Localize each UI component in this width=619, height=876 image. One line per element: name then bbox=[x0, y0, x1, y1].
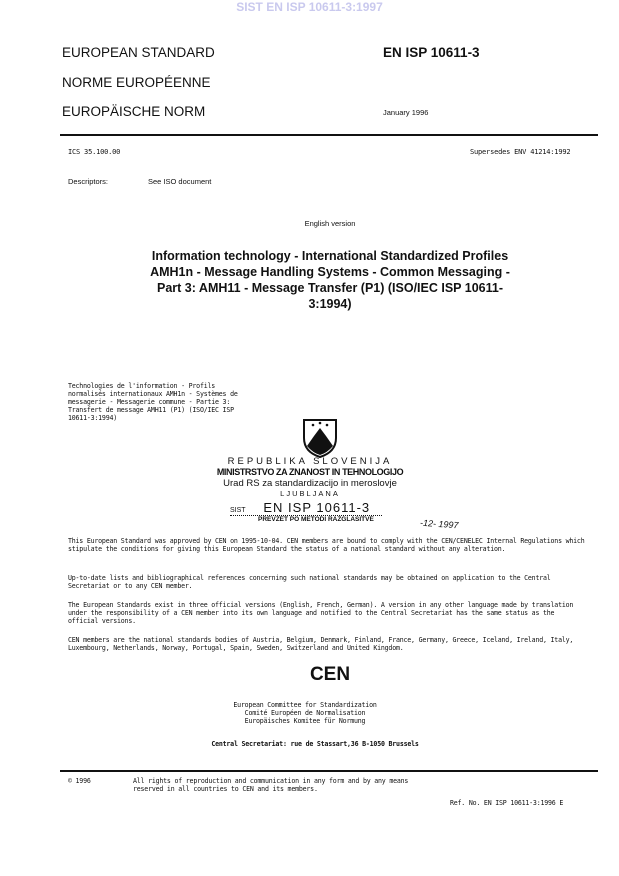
versions-paragraph: The European Standards exist in three official versions (English, French, German). A version in any other language made by translation under the responsibility of a CEN member into its own language and notified to the Central Secretariat has the same status as the official versions. bbox=[68, 601, 574, 625]
rights-notice: All rights of reproduction and communication in any form and by any means reserved in all countries to CEN and its members. bbox=[133, 777, 409, 793]
stamp-city: LJUBLJANA bbox=[280, 489, 340, 498]
descriptors-value: See ISO document bbox=[148, 177, 212, 186]
stamp-office: Urad RS za standardizacijo in meroslovje bbox=[223, 478, 397, 489]
descriptors-label: Descriptors: bbox=[68, 177, 109, 186]
watermark: SIST EN ISP 10611-3:1997 bbox=[236, 0, 383, 14]
supersedes: Supersedes ENV 41214:1992 bbox=[470, 148, 571, 156]
cen-logo: CEN bbox=[309, 664, 351, 685]
copyright: © 1996 bbox=[68, 777, 91, 785]
stamp-sist-line bbox=[230, 500, 382, 516]
references-paragraph: Up-to-date lists and bibliographical references concerning such national standards may be obtained on application to the Central Secretariat or to any CEN member. bbox=[68, 574, 551, 590]
stamp-adoption: PREVZET PO METODI RAZGLASITVE bbox=[258, 516, 374, 523]
reference-number: Ref. No. EN ISP 10611-3:1996 E bbox=[450, 799, 564, 807]
publication-date: January 1996 bbox=[383, 108, 429, 117]
stamp-republic: REPUBLIKA SLOVENIJA bbox=[227, 456, 393, 467]
cen-names: European Committee for Standardization Comité Européen de Normalisation Europäisches Komitee für Normung bbox=[233, 701, 377, 725]
approval-paragraph: This European Standard was approved by CEN on 1995-10-04. CEN members are bound to comply with the CEN/CENELEC Internal Regulations which stipulate the conditions for giving this European Standard the status of a national standard without any alteration. bbox=[68, 537, 585, 553]
header-rule bbox=[60, 134, 598, 136]
stamp-ministry: MINISTRSTVO ZA ZNANOST IN TEHNOLOGIJO bbox=[216, 467, 404, 477]
stamp-date: -12- 1997 bbox=[419, 517, 459, 531]
footer-rule bbox=[60, 770, 598, 772]
cen-address: Central Secretariat: rue de Stassart,36 B-1050 Brussels bbox=[211, 740, 419, 748]
sist-handwritten-number: EN ISP 10611-3 bbox=[263, 500, 371, 515]
document-title: Information technology - International Standardized Profiles AMH1n - Message Handling Systems - Common Messaging - Part 3: AMH11 - Message Transfer (P1) (ISO/IEC ISP 10611-3:1994) bbox=[150, 249, 510, 311]
sist-label: SIST bbox=[230, 507, 246, 514]
french-title: Technologies de l'information - Profils normalisés internationaux AMH1n - Systèmes de messagerie - Messagerie commune - Partie 3: Transfert de message AMH11 (P1) (ISO/IEC ISP 10611-3:1994) bbox=[68, 382, 238, 422]
header-line-en: EUROPEAN STANDARD bbox=[62, 45, 215, 60]
header-line-fr: NORME EUROPÉENNE bbox=[62, 75, 211, 90]
header-line-de: EUROPÄISCHE NORM bbox=[62, 104, 206, 119]
version-label: English version bbox=[304, 219, 356, 228]
slovenia-coat-of-arms-icon bbox=[301, 418, 339, 458]
members-paragraph: CEN members are the national standards bodies of Austria, Belgium, Denmark, Finland, France, Germany, Greece, Iceland, Ireland, Italy, Luxembourg, Netherlands, Norway, Portugal, Spain, Sweden, Switzerland and United Kingdom. bbox=[68, 636, 574, 652]
standard-number: EN ISP 10611-3 bbox=[383, 45, 480, 60]
ics-code: ICS 35.100.00 bbox=[68, 148, 121, 156]
